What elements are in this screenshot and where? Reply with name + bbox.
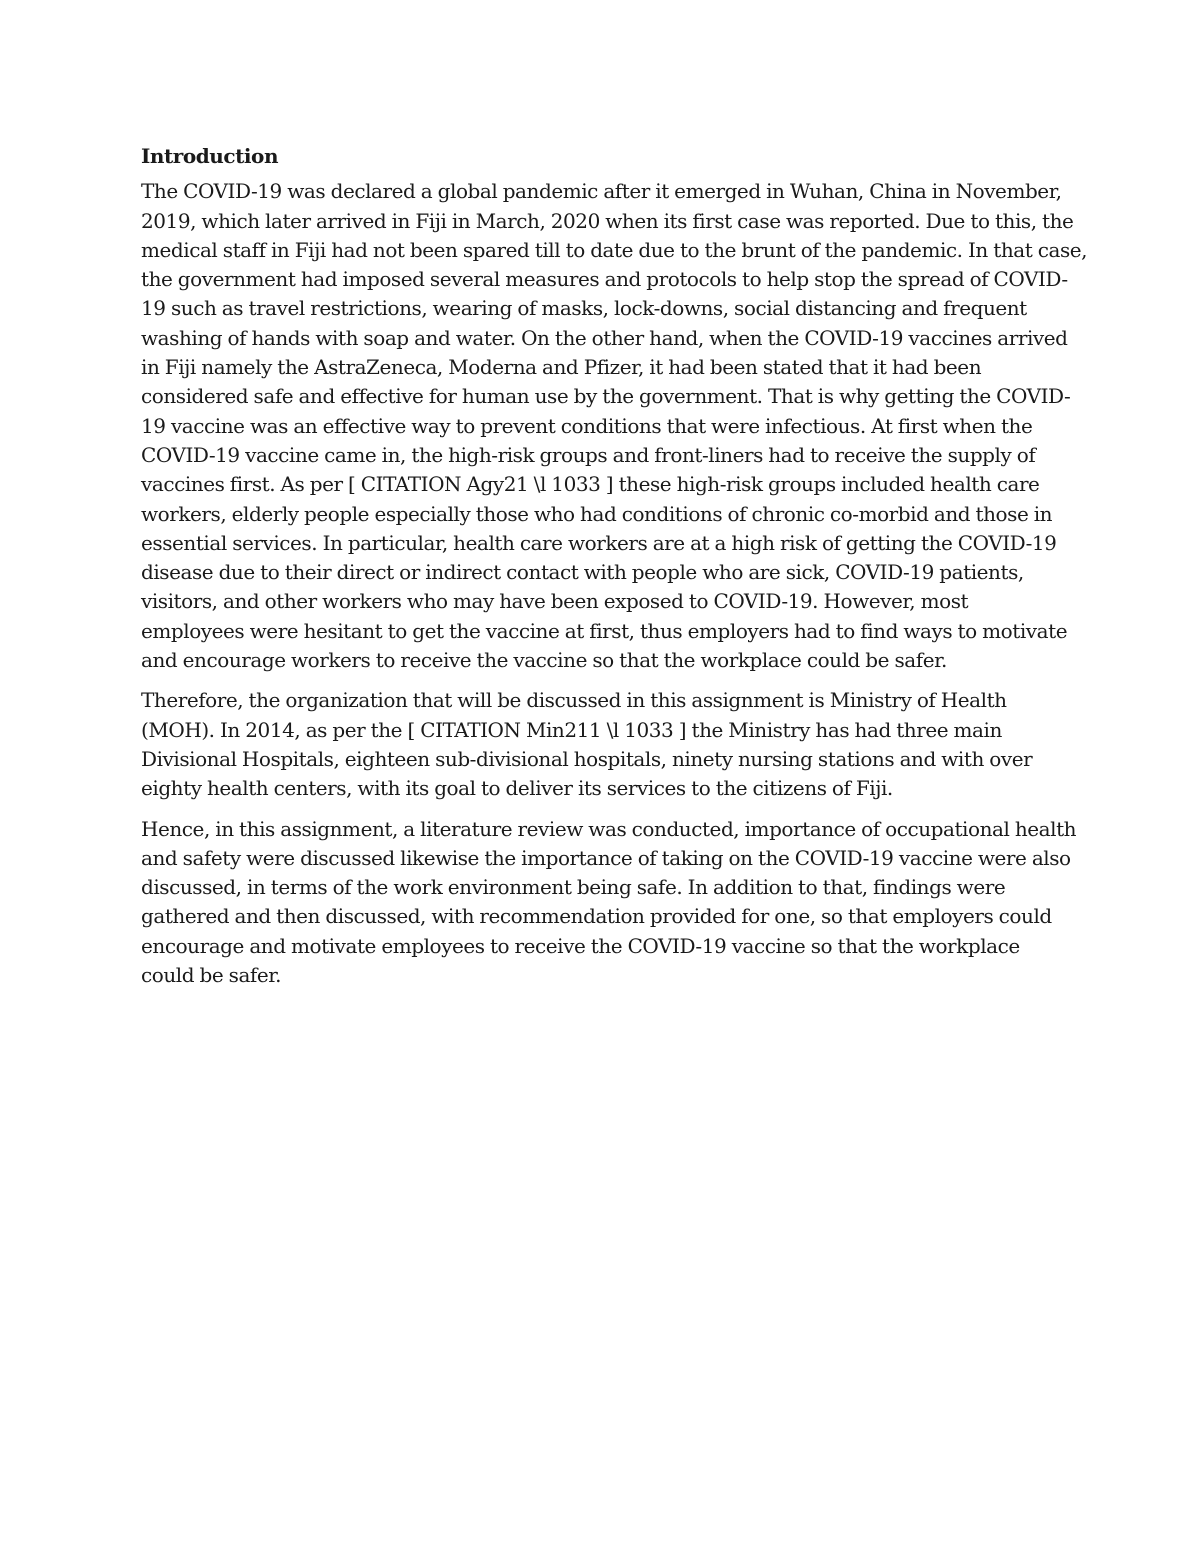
text-line: eighty health centers, with its goal to deliver its services to the citizens of Fiji.: [141, 776, 893, 801]
text-line: could be safer.: [141, 963, 282, 988]
text-line: workers, elderly people especially those who had conditions of chronic co-morbid and those in: [141, 501, 1053, 526]
text-line: considered safe and effective for human use by the government. That is why getting the COVID-: [141, 384, 1071, 409]
paragraph: [141, 177, 1088, 675]
text-line: (MOH). In 2014, as per the [ CITATION Min211 \l 1033 ] the Ministry has had three main: [141, 717, 1002, 742]
paragraphs-container: [141, 177, 1088, 990]
paragraph: [141, 686, 1063, 803]
text-line: discussed, in terms of the work environment being safe. In addition to that, findings were: [141, 875, 1006, 900]
text-line: 2019, which later arrived in Fiji in March, 2020 when its first case was reported. Due to this, the: [141, 208, 1074, 233]
text-line: Hence, in this assignment, a literature review was conducted, importance of occupational health: [141, 816, 1077, 841]
text-line: disease due to their direct or indirect contact with people who are sick, COVID-19 patients,: [141, 560, 1024, 585]
text-line: Therefore, the organization that will be discussed in this assignment is Ministry of Health: [141, 688, 1007, 713]
text-line: The COVID-19 was declared a global pandemic after it emerged in Wuhan, China in November,: [141, 179, 1062, 204]
text-line: encourage and motivate employees to receive the COVID-19 vaccine so that the workplace: [141, 933, 1020, 958]
text-line: washing of hands with soap and water. On the other hand, when the COVID-19 vaccines arrived: [141, 325, 1068, 350]
text-line: vaccines first. As per [ CITATION Agy21 \l 1033 ] these high-risk groups included health care: [141, 472, 1040, 497]
section-heading: Introduction: [141, 144, 279, 168]
text-line: medical staff in Fiji had not been spared till to date due to the brunt of the pandemic. In that case,: [141, 237, 1088, 262]
document-body: [141, 142, 1088, 1001]
text-line: 19 vaccine was an effective way to prevent conditions that were infectious. At first when the: [141, 413, 1033, 438]
text-line: Divisional Hospitals, eighteen sub-divisional hospitals, ninety nursing stations and with over: [141, 746, 1033, 771]
text-line: and encourage workers to receive the vaccine so that the workplace could be safer.: [141, 648, 947, 673]
text-line: essential services. In particular, health care workers are at a high risk of getting the COVID-19: [141, 530, 1057, 555]
text-line: the government had imposed several measures and protocols to help stop the spread of COVID-: [141, 267, 1068, 292]
text-line: 19 such as travel restrictions, wearing of masks, lock-downs, social distancing and frequent: [141, 296, 1027, 321]
text-line: and safety were discussed likewise the importance of taking on the COVID-19 vaccine were also: [141, 845, 1071, 870]
text-line: visitors, and other workers who may have been exposed to COVID-19. However, most: [141, 589, 969, 614]
paragraph: [141, 815, 1077, 991]
text-line: gathered and then discussed, with recommendation provided for one, so that employers could: [141, 904, 1052, 929]
text-line: employees were hesitant to get the vaccine at first, thus employers had to find ways to motivate: [141, 618, 1068, 643]
text-line: in Fiji namely the AstraZeneca, Moderna and Pfizer, it had been stated that it had been: [141, 355, 982, 380]
text-line: COVID-19 vaccine came in, the high-risk groups and front-liners had to receive the supply of: [141, 442, 1036, 467]
